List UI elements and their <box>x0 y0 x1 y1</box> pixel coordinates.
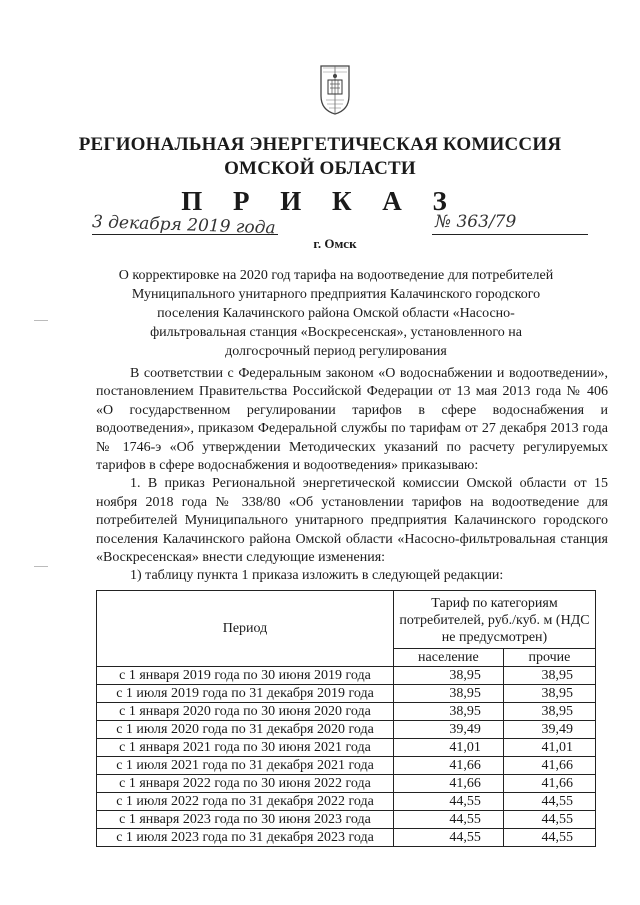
table-row <box>97 685 596 703</box>
header-period: Период <box>97 591 394 667</box>
period-cell: с 1 января 2022 года по 30 июня 2022 года <box>97 775 394 793</box>
table-row <box>97 721 596 739</box>
other-cell: 38,95 <box>503 667 595 685</box>
table-row <box>97 739 596 757</box>
header-tariff: Тариф по категориям потребителей, руб./куб. м (НДС не предусмотрен) <box>394 591 596 649</box>
period-cell: с 1 июля 2019 года по 31 декабря 2019 года <box>97 685 394 703</box>
handwritten-date: 3 декабря 2019 года <box>91 212 276 239</box>
city: г. Омск <box>313 236 357 251</box>
other-cell: 38,95 <box>503 703 595 721</box>
population-cell: 44,55 <box>394 829 504 847</box>
period-cell: с 1 июля 2023 года по 31 декабря 2023 года <box>97 829 394 847</box>
other-cell: 44,55 <box>503 793 595 811</box>
period-cell: с 1 июля 2021 года по 31 декабря 2021 года <box>97 757 394 775</box>
org-name-line2: ОМСКОЙ ОБЛАСТИ <box>224 158 416 179</box>
population-cell: 38,95 <box>394 703 504 721</box>
population-cell: 44,55 <box>394 811 504 829</box>
omsk-coat-of-arms-icon <box>318 60 352 116</box>
header-other: прочие <box>503 649 595 667</box>
table-row <box>97 775 596 793</box>
table-row <box>97 811 596 829</box>
period-cell: с 1 июля 2022 года по 31 декабря 2022 года <box>97 793 394 811</box>
paragraph-preamble: В соответствии с Федеральным законом «О водоснабжении и водоотведении», постановлением Правительства Российской Федерации от 13 мая 2013 года № 406 «О государственном регулировании тарифов в сфере водоснабжения и водоотведения», приказом Федеральной службы по тарифам от 27 декабря 2013 года № 1746-э «Об утверждении Методических указаний по расчету регулируемых тарифов в сфере водоснабжения и водоотведения» приказываю: <box>96 366 608 474</box>
table-row <box>97 703 596 721</box>
population-cell: 44,55 <box>394 793 504 811</box>
population-cell: 39,49 <box>394 721 504 739</box>
paragraph-subitem-1: 1) таблицу пункта 1 приказа изложить в следующей редакции: <box>130 568 504 584</box>
paragraph-item-1: 1. В приказ Региональной энергетической комиссии Омской области от 15 ноября 2018 года № 338/80 «Об установлении тарифов на водоотведение для потребителей Муниципального унитарного предприятия Калачинского городского поселения Калачинского района Омской области «Насосно-фильтровальная станция «Воскресенская» внести следующие изменения: <box>96 476 608 566</box>
period-cell: с 1 июля 2020 года по 31 декабря 2020 года <box>97 721 394 739</box>
population-cell: 41,01 <box>394 739 504 757</box>
period-cell: с 1 января 2020 года по 30 июня 2020 года <box>97 703 394 721</box>
other-cell: 44,55 <box>503 829 595 847</box>
margin-mark <box>34 320 48 321</box>
population-cell: 41,66 <box>394 757 504 775</box>
document-title: П Р И К А З <box>181 186 459 216</box>
handwritten-number: № 363/79 <box>435 212 517 232</box>
tariff-table-body <box>97 667 596 847</box>
table-row <box>97 667 596 685</box>
other-cell: 44,55 <box>503 811 595 829</box>
other-cell: 41,01 <box>503 739 595 757</box>
population-cell: 38,95 <box>394 685 504 703</box>
period-cell: с 1 января 2023 года по 30 июня 2023 года <box>97 811 394 829</box>
population-cell: 41,66 <box>394 775 504 793</box>
table-row <box>97 829 596 847</box>
table-row <box>97 793 596 811</box>
other-cell: 41,66 <box>503 775 595 793</box>
margin-mark <box>34 566 48 567</box>
tariff-table <box>96 590 596 847</box>
population-cell: 38,95 <box>394 667 504 685</box>
number-underline <box>432 234 588 235</box>
order-body <box>96 365 608 586</box>
org-name-line1: РЕГИОНАЛЬНАЯ ЭНЕРГЕТИЧЕСКАЯ КОМИССИЯ <box>78 134 562 155</box>
header-population: население <box>394 649 504 667</box>
period-cell: с 1 января 2021 года по 30 июня 2021 года <box>97 739 394 757</box>
order-subject: О корректировке на 2020 год тарифа на водоотведение для потребителей Муниципального унитарного предприятия Калачинского городского поселения Калачинского района Омской области «Насосно-фильтровальная станция «Воскресенская», установленного на долгосрочный период регулирования <box>118 268 554 359</box>
table-row <box>97 757 596 775</box>
other-cell: 41,66 <box>503 757 595 775</box>
other-cell: 38,95 <box>503 685 595 703</box>
other-cell: 39,49 <box>503 721 595 739</box>
date-underline <box>92 234 278 235</box>
period-cell: с 1 января 2019 года по 30 июня 2019 года <box>97 667 394 685</box>
